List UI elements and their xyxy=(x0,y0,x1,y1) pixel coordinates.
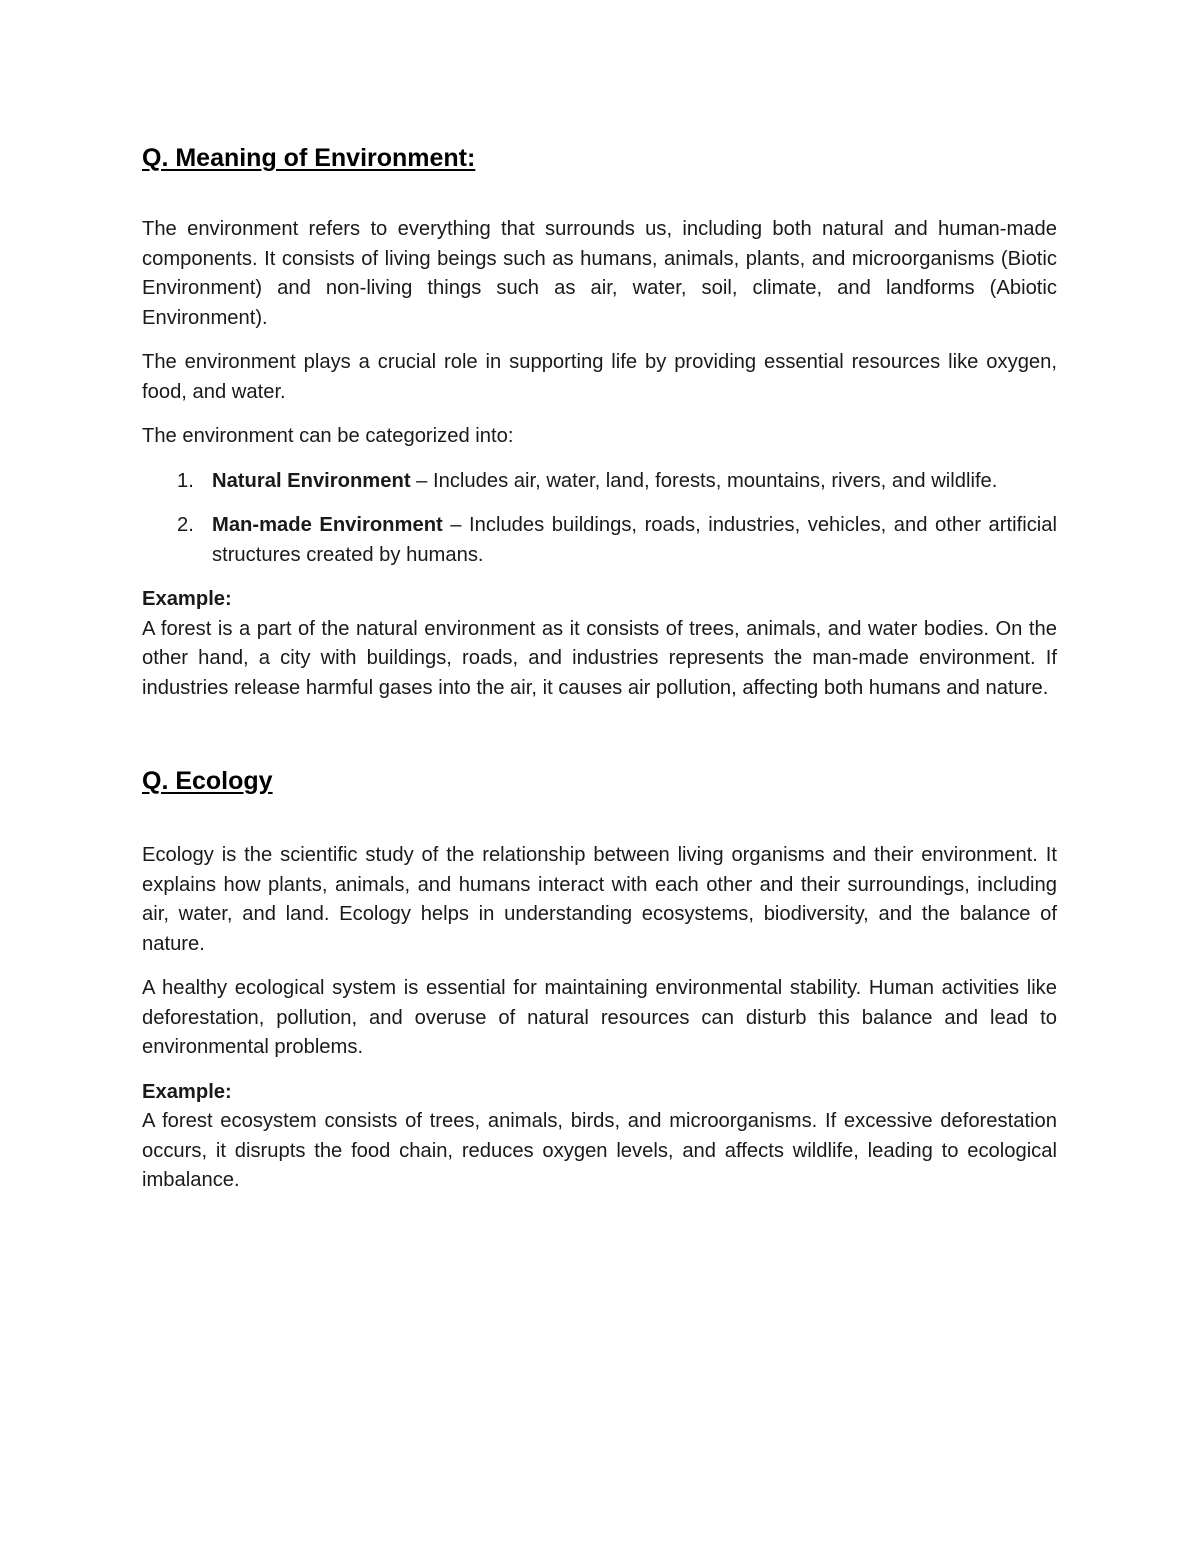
example-text: A forest ecosystem consists of trees, animals, birds, and microorganisms. If excessive deforestation occurs, it disrupts the food chain, reduces oxygen levels, and affects wildlife, leading to ecological imbalance. xyxy=(142,1110,1057,1191)
list-text: – Includes air, water, land, forests, mountains, rivers, and wildlife. xyxy=(410,469,998,492)
section-ecology xyxy=(142,766,1057,1196)
list-item xyxy=(142,511,1057,570)
list-term: Man-made Environment xyxy=(212,514,443,536)
paragraph: The environment plays a crucial role in supporting life by providing essential resources like oxygen, food, and water. xyxy=(142,351,1057,403)
list-term: Natural Environment xyxy=(212,469,411,492)
paragraph: Ecology is the scientific study of the relationship between living organisms and their environment. It explains how plants, animals, and humans interact with each other and their surroundings, including air, water, and land. Ecology helps in understanding ecosystems, biodiversity, and the balance of nature. xyxy=(142,844,1057,955)
section-heading: Q. Meaning of Environment: xyxy=(142,144,476,172)
example-label: Example: xyxy=(142,1080,232,1103)
category-list xyxy=(142,467,1057,571)
section-heading: Q. Ecology xyxy=(142,767,273,795)
paragraph: The environment can be categorized into: xyxy=(142,425,514,447)
list-number: 2. xyxy=(177,514,194,536)
example-label: Example: xyxy=(142,588,232,610)
list-number: 1. xyxy=(177,469,194,492)
list-item xyxy=(142,467,1057,497)
example-text: A forest is a part of the natural environment as it consists of trees, animals, and water bodies. On the other hand, a city with buildings, roads, and industries represents the man-made environment. If industries release harmful gases into the air, it causes air pollution, affecting both humans and nature. xyxy=(142,617,1057,699)
document-page xyxy=(142,0,1057,1196)
section-environment xyxy=(142,143,1057,703)
list-text: – Includes buildings, roads, industries, vehicles, and other artificial structures created by humans. xyxy=(212,514,1057,566)
paragraph: The environment refers to everything that surrounds us, including both natural and human-made components. It consists of living beings such as humans, animals, plants, and microorganisms (Biotic Environment) and non-living things such as air, water, soil, climate, and landforms (Abiotic Environment). xyxy=(142,218,1057,329)
paragraph: A healthy ecological system is essential for maintaining environmental stability. Human activities like deforestation, pollution, and overuse of natural resources can disturb this balance and lead to environmental problems. xyxy=(142,977,1057,1058)
